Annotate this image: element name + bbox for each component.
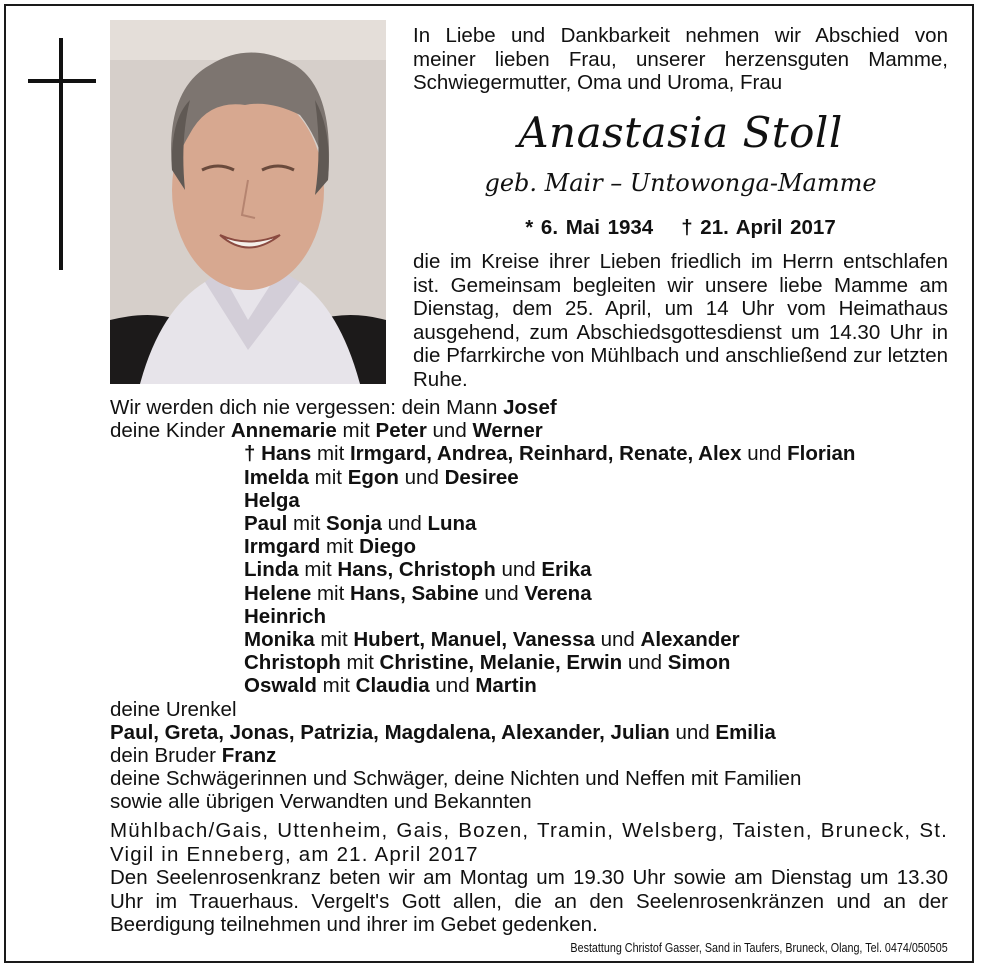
connector: mit	[322, 674, 350, 698]
greatgrand-line	[110, 721, 950, 744]
child-name: Helene	[244, 581, 312, 605]
connector: und	[675, 720, 710, 744]
child-line	[110, 582, 950, 605]
child-line	[110, 512, 950, 535]
child-line	[110, 628, 950, 651]
child-line	[110, 651, 950, 674]
partner-last: Erika	[541, 558, 592, 582]
brother-name: Franz	[221, 744, 277, 768]
brother-line	[110, 744, 950, 767]
intro-text: In Liebe und Dankbarkeit nehmen wir Abschied von meiner lieben Frau, unserer herzensguten Mamme, Schwiegermutter, Oma und Uroma, Frau	[413, 24, 948, 94]
partner-last: Martin	[475, 674, 537, 698]
partner-names: Peter	[375, 419, 427, 443]
funeral-home-footer: Bestattung Christof Gasser, Sand in Taufers, Bruneck, Olang, Tel. 0474/050505	[570, 941, 948, 955]
child-line	[110, 558, 950, 581]
funeral-announcement: die im Kreise ihrer Lieben friedlich im Herrn entschlafen ist. Gemeinsam begleiten wir unsere liebe Mamme am Dienstag, dem 25. April, um 14 Uhr vom Heimathaus ausgehend, zum Abschiedsgottesdienst um 14.30 Uhr in die Pfarrkirche von Mühlbach und anschließend zur letzten Ruhe.	[413, 250, 948, 391]
greatgrand-label: deine Urenkel	[110, 697, 237, 721]
connector: mit	[342, 419, 370, 443]
partner-names: Hans, Christoph	[337, 558, 496, 582]
connector: und	[435, 674, 470, 698]
partner-last: Simon	[667, 651, 731, 675]
cross-icon-bar	[28, 79, 96, 83]
child-name: Helga	[244, 488, 300, 512]
connector: und	[432, 419, 467, 443]
child-line	[110, 442, 950, 465]
connector: und	[387, 512, 422, 536]
places-date: Mühlbach/Gais, Uttenheim, Gais, Bozen, Tramin, Welsberg, Taisten, Bruneck, St. Vigil in Enneberg, am 21. April 2017	[110, 819, 948, 866]
child-name: Christoph	[244, 651, 341, 675]
husband-name: Josef	[503, 396, 557, 419]
life-dates	[413, 216, 948, 240]
connector: und	[627, 651, 663, 675]
child-line	[110, 674, 950, 697]
partner-names: Diego	[359, 535, 417, 559]
child-line	[110, 535, 950, 558]
partner-last: Desiree	[444, 465, 519, 489]
children-list	[110, 419, 950, 697]
child-line	[110, 489, 950, 512]
connector: mit	[326, 535, 354, 559]
partner-names: Sonja	[326, 512, 382, 536]
partner-last: Verena	[524, 581, 592, 605]
child-line	[110, 419, 950, 442]
deceased-name: Anastasia Stoll	[518, 108, 843, 157]
connector: und	[404, 465, 439, 489]
family-list	[110, 396, 950, 814]
child-name: Imelda	[244, 465, 309, 489]
connector: mit	[320, 628, 348, 652]
child-name: Annemarie	[230, 419, 337, 443]
child-line	[110, 605, 950, 628]
inlaws-line: deine Schwägerinnen und Schwäger, deine Nichten und Neffen mit Familien	[110, 767, 802, 791]
greatgrand-last: Emilia	[715, 720, 776, 744]
connector: mit	[304, 558, 332, 582]
connector: mit	[316, 581, 345, 605]
child-name: † Hans	[244, 442, 312, 466]
child-line	[110, 466, 950, 489]
brother-label: dein Bruder	[110, 744, 216, 768]
partner-names: Hans, Sabine	[349, 581, 479, 605]
child-name: Irmgard	[244, 535, 321, 559]
birth-date: * 6. Mai 1934	[525, 216, 654, 239]
connector: mit	[314, 465, 342, 489]
family-intro: Wir werden dich nie vergessen: dein Mann	[110, 396, 498, 419]
relatives-line: sowie alle übrigen Verwandten und Bekannten	[110, 790, 532, 814]
child-name: Paul	[244, 512, 288, 536]
connector: und	[600, 628, 635, 652]
partner-names: Christine, Melanie, Erwin	[379, 651, 623, 675]
connector: mit	[346, 651, 374, 675]
maiden-name: geb. Mair – Untowonga-Mamme	[484, 169, 877, 197]
family-intro-line	[110, 396, 950, 419]
partner-last: Werner	[472, 419, 543, 443]
partner-last: Luna	[427, 512, 477, 536]
child-name: Monika	[244, 628, 315, 652]
death-date: † 21. April 2017	[681, 216, 836, 239]
partner-names: Claudia	[355, 674, 430, 698]
connector: und	[747, 442, 782, 466]
child-name: Linda	[244, 558, 299, 582]
children-label: deine Kinder	[110, 419, 226, 443]
connector: mit	[293, 512, 321, 536]
portrait-illustration	[110, 20, 386, 384]
partner-names: Hubert, Manuel, Vanessa	[353, 628, 595, 652]
partner-last: Alexander	[640, 628, 740, 652]
child-name: Heinrich	[244, 604, 327, 628]
connector: und	[501, 558, 536, 582]
partner-names: Irmgard, Andrea, Reinhard, Renate, Alex	[349, 442, 742, 466]
rosary-notice: Den Seelenrosenkranz beten wir am Montag um 19.30 Uhr sowie am Dienstag um 13.30 Uhr im Trauerhaus. Vergelt's Gott allen, die an den Seelenrosenkränzen und an der Beerdigung teilnehmen und ihrer im Gebet gedenken.	[110, 866, 948, 936]
partner-names: Egon	[347, 465, 399, 489]
cross-icon	[59, 38, 63, 270]
connector: und	[484, 581, 519, 605]
child-name: Oswald	[244, 674, 317, 698]
portrait-photo	[110, 20, 386, 384]
connector: mit	[316, 442, 345, 466]
partner-last: Florian	[787, 442, 856, 466]
greatgrand-names: Paul, Greta, Jonas, Patrizia, Magdalena, Alexander, Julian	[110, 720, 670, 744]
